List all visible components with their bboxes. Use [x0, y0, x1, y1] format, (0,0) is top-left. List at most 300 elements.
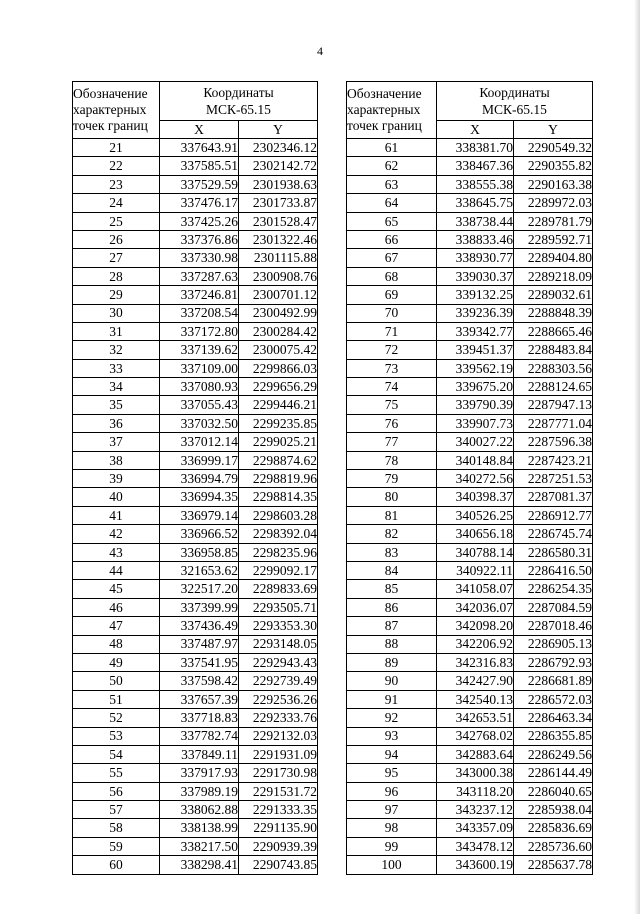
point-number-cell: 67 — [347, 249, 437, 267]
point-number-cell: 35 — [73, 396, 160, 414]
point-number-cell: 85 — [347, 580, 437, 598]
table-row — [347, 341, 593, 359]
y-coordinate-cell: 2287596.38 — [514, 433, 593, 451]
point-number-cell: 77 — [347, 433, 437, 451]
y-coordinate-cell: 2286463.34 — [514, 709, 593, 727]
x-coordinate-cell: 337055.43 — [160, 396, 239, 414]
point-number-cell: 57 — [73, 801, 160, 819]
y-coordinate-cell: 2287081.37 — [514, 488, 593, 506]
x-coordinate-cell: 338930.77 — [437, 249, 514, 267]
y-coordinate-cell: 2291730.98 — [239, 764, 318, 782]
y-coordinate-cell: 2298814.35 — [239, 488, 318, 506]
y-coordinate-cell: 2286745.74 — [514, 525, 593, 543]
point-number-cell: 43 — [73, 543, 160, 561]
x-coordinate-cell: 337917.93 — [160, 764, 239, 782]
point-number-cell: 23 — [73, 175, 160, 193]
y-column-header: Y — [514, 121, 593, 139]
table-row — [73, 561, 318, 579]
point-number-cell: 65 — [347, 212, 437, 230]
coordinates-header-line1: Координаты — [479, 85, 550, 100]
table-row — [73, 230, 318, 248]
table-row — [73, 617, 318, 635]
table-row — [347, 249, 593, 267]
table-row — [347, 561, 593, 579]
table-row — [347, 175, 593, 193]
point-number-cell: 99 — [347, 837, 437, 855]
x-coordinate-cell: 337598.42 — [160, 672, 239, 690]
point-number-cell: 38 — [73, 451, 160, 469]
x-coordinate-cell: 337208.54 — [160, 304, 239, 322]
x-coordinate-cell: 342883.64 — [437, 745, 514, 763]
designation-header — [347, 82, 437, 139]
table-row — [73, 175, 318, 193]
table-row — [73, 525, 318, 543]
x-coordinate-cell: 342036.07 — [437, 598, 514, 616]
x-coordinate-cell: 340398.37 — [437, 488, 514, 506]
point-number-cell: 74 — [347, 378, 437, 396]
y-coordinate-cell: 2301322.46 — [239, 230, 318, 248]
table-row — [347, 727, 593, 745]
table-row — [347, 856, 593, 874]
table-row — [347, 470, 593, 488]
point-number-cell: 37 — [73, 433, 160, 451]
point-number-cell: 64 — [347, 194, 437, 212]
table-row — [73, 635, 318, 653]
x-coordinate-cell: 338738.44 — [437, 212, 514, 230]
table-row — [347, 543, 593, 561]
x-coordinate-cell: 337032.50 — [160, 414, 239, 432]
table-row — [73, 819, 318, 837]
point-number-cell: 45 — [73, 580, 160, 598]
table-body-left — [73, 139, 318, 875]
y-coordinate-cell: 2286416.50 — [514, 561, 593, 579]
point-number-cell: 71 — [347, 322, 437, 340]
point-number-cell: 59 — [73, 837, 160, 855]
designation-header-line3: точек границ — [73, 118, 148, 133]
y-coordinate-cell: 2286572.03 — [514, 690, 593, 708]
designation-header-line3: точек границ — [347, 118, 422, 133]
table-row — [73, 286, 318, 304]
table-row — [347, 837, 593, 855]
table-row — [347, 433, 593, 451]
y-coordinate-cell: 2286905.13 — [514, 635, 593, 653]
point-number-cell: 55 — [73, 764, 160, 782]
y-coordinate-cell: 2300492.99 — [239, 304, 318, 322]
point-number-cell: 28 — [73, 267, 160, 285]
table-row — [347, 304, 593, 322]
x-coordinate-cell: 339030.37 — [437, 267, 514, 285]
table-row — [73, 249, 318, 267]
x-coordinate-cell: 342540.13 — [437, 690, 514, 708]
x-coordinate-cell: 336994.79 — [160, 470, 239, 488]
point-number-cell: 47 — [73, 617, 160, 635]
y-coordinate-cell: 2301528.47 — [239, 212, 318, 230]
y-coordinate-cell: 2286040.65 — [514, 782, 593, 800]
point-number-cell: 27 — [73, 249, 160, 267]
point-number-cell: 97 — [347, 801, 437, 819]
point-number-cell: 49 — [73, 653, 160, 671]
point-number-cell: 89 — [347, 653, 437, 671]
x-column-header: X — [437, 121, 514, 139]
table-row — [73, 414, 318, 432]
y-coordinate-cell: 2291333.35 — [239, 801, 318, 819]
y-coordinate-cell: 2291135.90 — [239, 819, 318, 837]
coordinates-table-right — [346, 81, 593, 875]
point-number-cell: 84 — [347, 561, 437, 579]
y-coordinate-cell: 2298392.04 — [239, 525, 318, 543]
table-row — [347, 157, 593, 175]
y-coordinate-cell: 2288665.46 — [514, 322, 593, 340]
y-coordinate-cell: 2290549.32 — [514, 139, 593, 157]
point-number-cell: 96 — [347, 782, 437, 800]
x-coordinate-cell: 338833.46 — [437, 230, 514, 248]
x-coordinate-cell: 339236.39 — [437, 304, 514, 322]
x-coordinate-cell: 339675.20 — [437, 378, 514, 396]
y-coordinate-cell: 2288124.65 — [514, 378, 593, 396]
table-row — [73, 433, 318, 451]
point-number-cell: 94 — [347, 745, 437, 763]
table-row — [347, 414, 593, 432]
coordinates-table-left — [72, 81, 318, 875]
table-row — [347, 488, 593, 506]
x-coordinate-cell: 337172.80 — [160, 322, 239, 340]
x-coordinate-cell: 337657.39 — [160, 690, 239, 708]
x-coordinate-cell: 337487.97 — [160, 635, 239, 653]
x-coordinate-cell: 342206.92 — [437, 635, 514, 653]
y-coordinate-cell: 2291531.72 — [239, 782, 318, 800]
table-row — [347, 653, 593, 671]
table-row — [347, 709, 593, 727]
point-number-cell: 66 — [347, 230, 437, 248]
table-row — [347, 359, 593, 377]
y-coordinate-cell: 2289032.61 — [514, 286, 593, 304]
y-coordinate-cell: 2291931.09 — [239, 745, 318, 763]
x-coordinate-cell: 343118.20 — [437, 782, 514, 800]
table-row — [73, 745, 318, 763]
point-number-cell: 100 — [347, 856, 437, 874]
point-number-cell: 72 — [347, 341, 437, 359]
y-coordinate-cell: 2288303.56 — [514, 359, 593, 377]
y-coordinate-cell: 2298874.62 — [239, 451, 318, 469]
x-coordinate-cell: 337080.93 — [160, 378, 239, 396]
y-coordinate-cell: 2298235.96 — [239, 543, 318, 561]
point-number-cell: 44 — [73, 561, 160, 579]
table-row — [347, 635, 593, 653]
point-number-cell: 26 — [73, 230, 160, 248]
point-number-cell: 40 — [73, 488, 160, 506]
coordinates-header-line2: МСК-65.15 — [482, 102, 547, 117]
x-coordinate-cell: 343478.12 — [437, 837, 514, 855]
point-number-cell: 76 — [347, 414, 437, 432]
table-row — [73, 580, 318, 598]
x-coordinate-cell: 337718.83 — [160, 709, 239, 727]
table-row — [73, 470, 318, 488]
y-coordinate-cell: 2298819.96 — [239, 470, 318, 488]
table-row — [73, 856, 318, 874]
point-number-cell: 95 — [347, 764, 437, 782]
y-coordinate-cell: 2301733.87 — [239, 194, 318, 212]
point-number-cell: 83 — [347, 543, 437, 561]
x-coordinate-cell: 339907.73 — [437, 414, 514, 432]
point-number-cell: 78 — [347, 451, 437, 469]
x-coordinate-cell: 338298.41 — [160, 856, 239, 874]
x-coordinate-cell: 337376.86 — [160, 230, 239, 248]
y-coordinate-cell: 2288483.84 — [514, 341, 593, 359]
point-number-cell: 51 — [73, 690, 160, 708]
point-number-cell: 34 — [73, 378, 160, 396]
point-number-cell: 90 — [347, 672, 437, 690]
point-number-cell: 79 — [347, 470, 437, 488]
x-coordinate-cell: 337436.49 — [160, 617, 239, 635]
y-coordinate-cell: 2288848.39 — [514, 304, 593, 322]
x-coordinate-cell: 338645.75 — [437, 194, 514, 212]
y-coordinate-cell: 2301115.88 — [239, 249, 318, 267]
x-coordinate-cell: 341058.07 — [437, 580, 514, 598]
table-row — [73, 304, 318, 322]
table-row — [347, 451, 593, 469]
table-row — [73, 672, 318, 690]
table-row — [347, 617, 593, 635]
y-coordinate-cell: 2293148.05 — [239, 635, 318, 653]
x-coordinate-cell: 337139.62 — [160, 341, 239, 359]
point-number-cell: 52 — [73, 709, 160, 727]
x-coordinate-cell: 339562.19 — [437, 359, 514, 377]
point-number-cell: 88 — [347, 635, 437, 653]
table-row — [73, 598, 318, 616]
scan-edge-shadow — [634, 0, 640, 914]
point-number-cell: 98 — [347, 819, 437, 837]
x-coordinate-cell: 342653.51 — [437, 709, 514, 727]
table-row — [347, 745, 593, 763]
y-coordinate-cell: 2287251.53 — [514, 470, 593, 488]
point-number-cell: 81 — [347, 506, 437, 524]
designation-header-line2: характерных — [73, 102, 147, 117]
x-coordinate-cell: 338381.70 — [437, 139, 514, 157]
x-coordinate-cell: 339451.37 — [437, 341, 514, 359]
table-row — [347, 598, 593, 616]
table-row — [73, 764, 318, 782]
y-coordinate-cell: 2287423.21 — [514, 451, 593, 469]
table-row — [347, 378, 593, 396]
table-row — [73, 506, 318, 524]
table-row — [347, 580, 593, 598]
x-coordinate-cell: 337109.00 — [160, 359, 239, 377]
table-row — [73, 341, 318, 359]
x-coordinate-cell: 342316.83 — [437, 653, 514, 671]
x-coordinate-cell: 343357.09 — [437, 819, 514, 837]
y-coordinate-cell: 2286249.56 — [514, 745, 593, 763]
y-coordinate-cell: 2286681.89 — [514, 672, 593, 690]
x-coordinate-cell: 336994.35 — [160, 488, 239, 506]
point-number-cell: 60 — [73, 856, 160, 874]
point-number-cell: 36 — [73, 414, 160, 432]
x-coordinate-cell: 342427.90 — [437, 672, 514, 690]
y-coordinate-cell: 2299866.03 — [239, 359, 318, 377]
x-coordinate-cell: 321653.62 — [160, 561, 239, 579]
y-coordinate-cell: 2292132.03 — [239, 727, 318, 745]
x-coordinate-cell: 343000.38 — [437, 764, 514, 782]
table-row — [73, 801, 318, 819]
table-row — [73, 690, 318, 708]
y-coordinate-cell: 2289592.71 — [514, 230, 593, 248]
x-coordinate-cell: 337529.59 — [160, 175, 239, 193]
y-column-header: Y — [239, 121, 318, 139]
x-coordinate-cell: 339790.39 — [437, 396, 514, 414]
designation-header — [73, 82, 160, 139]
y-coordinate-cell: 2299235.85 — [239, 414, 318, 432]
y-coordinate-cell: 2285836.69 — [514, 819, 593, 837]
x-coordinate-cell: 337541.95 — [160, 653, 239, 671]
point-number-cell: 69 — [347, 286, 437, 304]
y-coordinate-cell: 2299446.21 — [239, 396, 318, 414]
x-coordinate-cell: 336966.52 — [160, 525, 239, 543]
x-coordinate-cell: 342098.20 — [437, 617, 514, 635]
y-coordinate-cell: 2290939.39 — [239, 837, 318, 855]
table-row — [73, 488, 318, 506]
table-row — [73, 359, 318, 377]
y-coordinate-cell: 2286355.85 — [514, 727, 593, 745]
y-coordinate-cell: 2287084.59 — [514, 598, 593, 616]
point-number-cell: 91 — [347, 690, 437, 708]
table-row — [347, 506, 593, 524]
x-coordinate-cell: 338555.38 — [437, 175, 514, 193]
y-coordinate-cell: 2300908.76 — [239, 267, 318, 285]
x-coordinate-cell: 337330.98 — [160, 249, 239, 267]
point-number-cell: 73 — [347, 359, 437, 377]
table-row — [73, 709, 318, 727]
x-coordinate-cell: 337782.74 — [160, 727, 239, 745]
y-coordinate-cell: 2286792.93 — [514, 653, 593, 671]
point-number-cell: 54 — [73, 745, 160, 763]
coordinates-header — [437, 82, 593, 121]
y-coordinate-cell: 2299092.17 — [239, 561, 318, 579]
table-row — [347, 267, 593, 285]
point-number-cell: 24 — [73, 194, 160, 212]
table-row — [73, 212, 318, 230]
table-row — [73, 396, 318, 414]
x-coordinate-cell: 343237.12 — [437, 801, 514, 819]
x-coordinate-cell: 338467.36 — [437, 157, 514, 175]
point-number-cell: 30 — [73, 304, 160, 322]
table-row — [347, 194, 593, 212]
y-coordinate-cell: 2299025.21 — [239, 433, 318, 451]
y-coordinate-cell: 2290355.82 — [514, 157, 593, 175]
coordinates-header-line1: Координаты — [203, 85, 274, 100]
y-coordinate-cell: 2300701.12 — [239, 286, 318, 304]
table-row — [347, 286, 593, 304]
point-number-cell: 31 — [73, 322, 160, 340]
y-coordinate-cell: 2292739.49 — [239, 672, 318, 690]
point-number-cell: 56 — [73, 782, 160, 800]
table-row — [347, 525, 593, 543]
table-row — [347, 764, 593, 782]
point-number-cell: 50 — [73, 672, 160, 690]
table-row — [347, 782, 593, 800]
y-coordinate-cell: 2289404.80 — [514, 249, 593, 267]
designation-header-line2: характерных — [347, 102, 421, 117]
point-number-cell: 82 — [347, 525, 437, 543]
table-row — [347, 212, 593, 230]
x-coordinate-cell: 337012.14 — [160, 433, 239, 451]
x-coordinate-cell: 337643.91 — [160, 139, 239, 157]
table-row — [347, 801, 593, 819]
y-coordinate-cell: 2289218.09 — [514, 267, 593, 285]
y-coordinate-cell: 2293353.30 — [239, 617, 318, 635]
point-number-cell: 70 — [347, 304, 437, 322]
x-coordinate-cell: 338062.88 — [160, 801, 239, 819]
y-coordinate-cell: 2286580.31 — [514, 543, 593, 561]
y-coordinate-cell: 2302142.72 — [239, 157, 318, 175]
x-coordinate-cell: 322517.20 — [160, 580, 239, 598]
x-coordinate-cell: 340027.22 — [437, 433, 514, 451]
y-coordinate-cell: 2286912.77 — [514, 506, 593, 524]
x-coordinate-cell: 337399.99 — [160, 598, 239, 616]
table-row — [347, 672, 593, 690]
designation-header-line1: Обозначение — [73, 86, 148, 101]
table-row — [73, 782, 318, 800]
y-coordinate-cell: 2290743.85 — [239, 856, 318, 874]
table-row — [347, 139, 593, 157]
point-number-cell: 22 — [73, 157, 160, 175]
y-coordinate-cell: 2293505.71 — [239, 598, 318, 616]
point-number-cell: 61 — [347, 139, 437, 157]
y-coordinate-cell: 2302346.12 — [239, 139, 318, 157]
y-coordinate-cell: 2287947.13 — [514, 396, 593, 414]
point-number-cell: 62 — [347, 157, 437, 175]
table-body-right — [347, 139, 593, 875]
coordinates-header — [160, 82, 318, 121]
y-coordinate-cell: 2285736.60 — [514, 837, 593, 855]
x-coordinate-cell: 340788.14 — [437, 543, 514, 561]
table-row — [73, 157, 318, 175]
y-coordinate-cell: 2285637.78 — [514, 856, 593, 874]
y-coordinate-cell: 2298603.28 — [239, 506, 318, 524]
table-row — [73, 378, 318, 396]
x-coordinate-cell: 337476.17 — [160, 194, 239, 212]
table-row — [347, 690, 593, 708]
y-coordinate-cell: 2292536.26 — [239, 690, 318, 708]
y-coordinate-cell: 2286144.49 — [514, 764, 593, 782]
point-number-cell: 33 — [73, 359, 160, 377]
x-coordinate-cell: 337287.63 — [160, 267, 239, 285]
x-coordinate-cell: 343600.19 — [437, 856, 514, 874]
x-coordinate-cell: 342768.02 — [437, 727, 514, 745]
x-coordinate-cell: 339132.25 — [437, 286, 514, 304]
point-number-cell: 41 — [73, 506, 160, 524]
point-number-cell: 48 — [73, 635, 160, 653]
y-coordinate-cell: 2300075.42 — [239, 341, 318, 359]
y-coordinate-cell: 2289781.79 — [514, 212, 593, 230]
point-number-cell: 87 — [347, 617, 437, 635]
x-coordinate-cell: 340272.56 — [437, 470, 514, 488]
point-number-cell: 75 — [347, 396, 437, 414]
y-coordinate-cell: 2292333.76 — [239, 709, 318, 727]
y-coordinate-cell: 2300284.42 — [239, 322, 318, 340]
x-coordinate-cell: 337989.19 — [160, 782, 239, 800]
table-row — [73, 139, 318, 157]
x-coordinate-cell: 336958.85 — [160, 543, 239, 561]
x-coordinate-cell: 338217.50 — [160, 837, 239, 855]
x-coordinate-cell: 340148.84 — [437, 451, 514, 469]
point-number-cell: 53 — [73, 727, 160, 745]
table-row — [73, 267, 318, 285]
point-number-cell: 80 — [347, 488, 437, 506]
table-row — [73, 727, 318, 745]
point-number-cell: 25 — [73, 212, 160, 230]
x-column-header: X — [160, 121, 239, 139]
y-coordinate-cell: 2290163.38 — [514, 175, 593, 193]
x-coordinate-cell: 336999.17 — [160, 451, 239, 469]
